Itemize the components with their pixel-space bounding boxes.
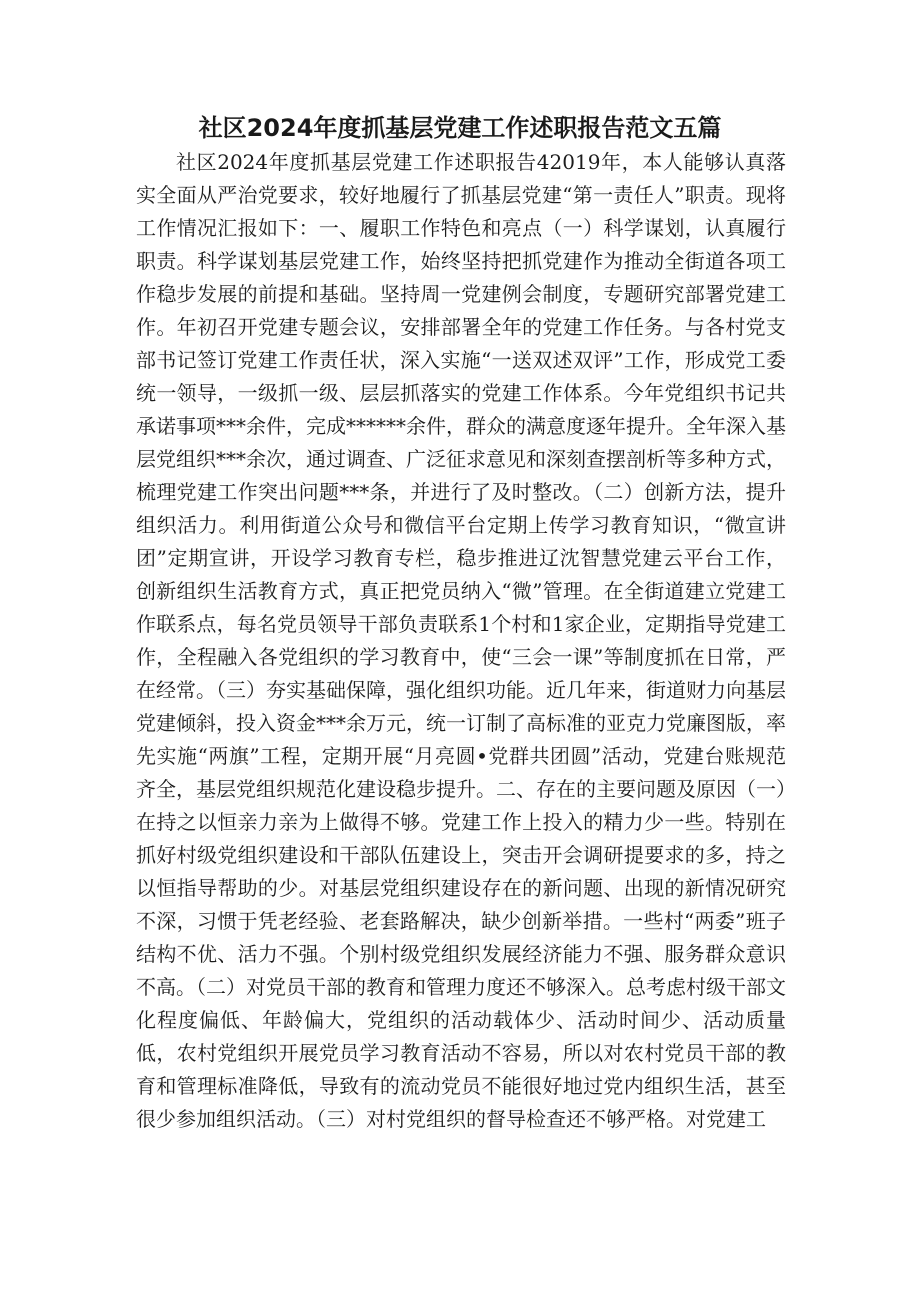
- document-body-paragraph: 社区2024年度抓基层党建工作述职报告42019年，本人能够认真落实全面从严治党要求，较好地履行了抓基层党建“第一责任人”职责。现将工作情况汇报如下：一、履职工作特色和亮点（一）科学谋划，认真履行职责。科学谋划基层党建工作，始终坚持把抓党建作为推动全街道各项工作稳步发展的前提和基础。坚持周一党建例会制度，专题研究部署党建工作。年初召开党建专题会议，安排部署全年的党建工作任务。与各村党支部书记签订党建工作责任状，深入实施“一送双述双评”工作，形成党工委统一领导，一级抓一级、层层抓落实的党建工作体系。今年党组织书记共承诺事项***余件，完成******余件，群众的满意度逐年提升。全年深入基层党组织***余次，通过调查、广泛征求意见和深刻查摆剖析等多种方式，梳理党建工作突出问题***条，并进行了及时整改。（二）创新方法，提升组织活力。利用街道公众号和微信平台定期上传学习教育知识，“微宣讲团”定期宣讲，开设学习教育专栏，稳步推进辽沈智慧党建云平台工作，创新组织生活教育方式，真正把党员纳入“微”管理。在全街道建立党建工作联系点，每名党员领导干部负责联系1个村和1家企业，定期指导党建工作，全程融入各党组织的学习教育中，使“三会一课”等制度抓在日常，严在经常。（三）夯实基础保障，强化组织功能。近几年来，街道财力向基层党建倾斜，投入资金***余万元，统一订制了高标准的亚克力党廉图版，率先实施“两旗”工程，定期开展“月亮圆•党群共团圆”活动，党建台账规范齐全，基层党组织规范化建设稳步提升。二、存在的主要问题及原因（一）在持之以恒亲力亲为上做得不够。党建工作上投入的精力少一些。特别在抓好村级党组织建设和干部队伍建设上，突击开会调研提要求的多，持之以恒指导帮助的少。对基层党组织建设存在的新问题、出现的新情况研究不深，习惯于凭老经验、老套路解决，缺少创新举措。一些村“两委”班子结构不优、活力不强。个别村级党组织发展经济能力不强、服务群众意识不高。（二）对党员干部的教育和管理力度还不够深入。总考虑村级干部文化程度偏低、年龄偏大，党组织的活动载体少、活动时间少、活动质量低，农村党组织开展党员学习教育活动不容易，所以对农村党员干部的教育和管理标准降低，导致有的流动党员不能很好地过党内组织生活，甚至很少参加组织活动。（三）对村党组织的督导检查还不够严格。对党建工: [136, 150, 786, 1131]
- document-title: 社区2024年度抓基层党建工作述职报告范文五篇: [198, 114, 722, 142]
